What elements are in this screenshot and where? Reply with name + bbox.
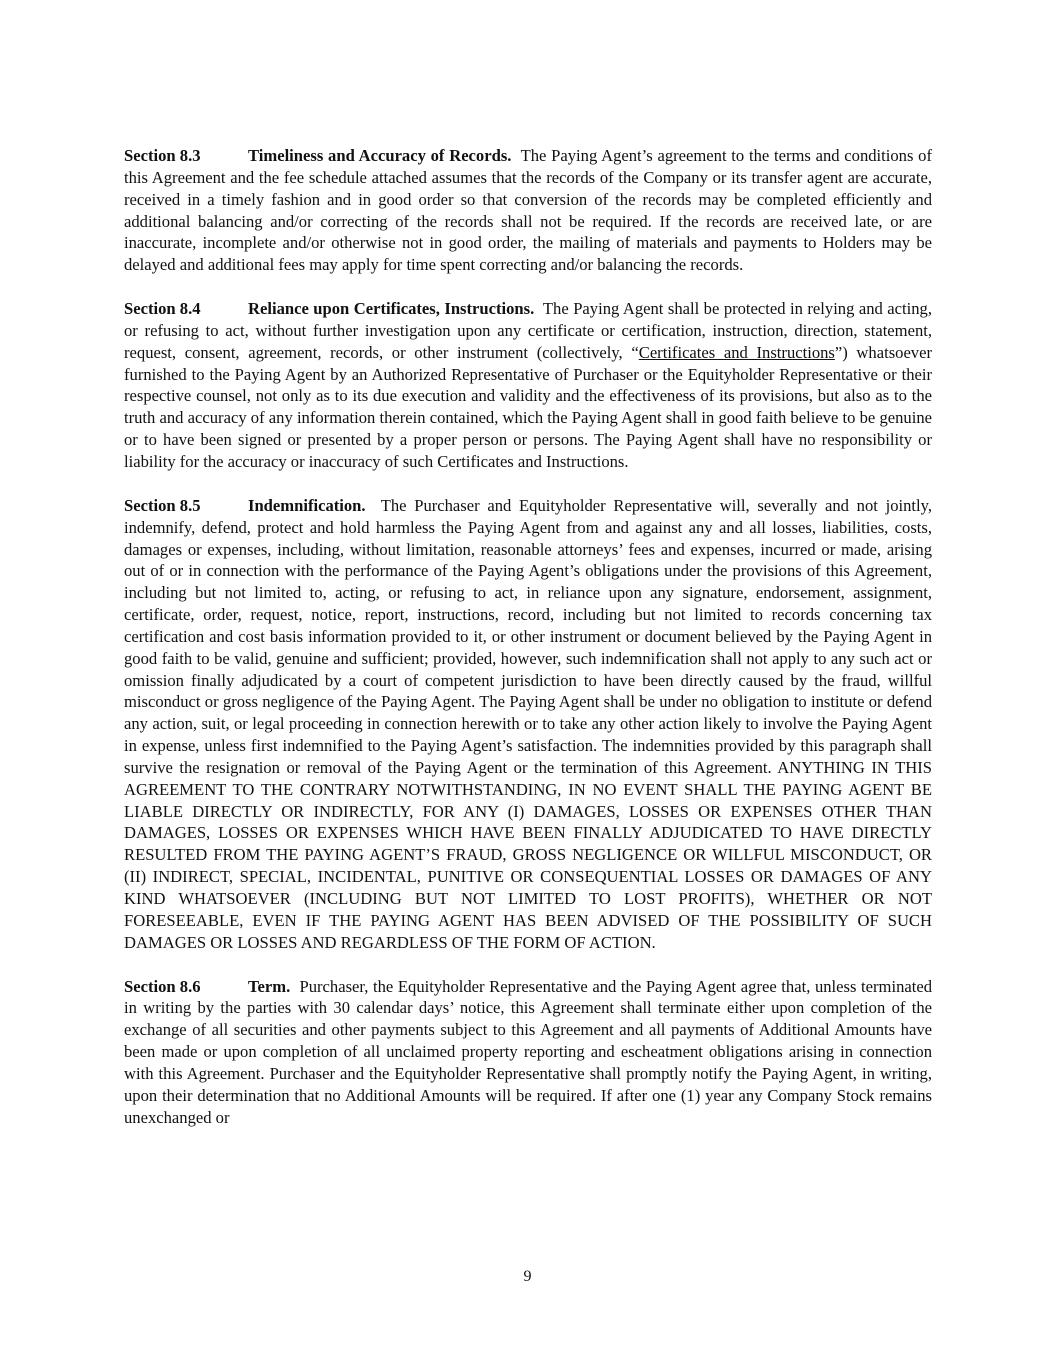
- section-8-4: [124, 298, 932, 473]
- section-title: Reliance upon Certificates, Instructions.: [248, 299, 535, 319]
- section-number: Section 8.4: [124, 299, 201, 319]
- section-title: Term.: [248, 976, 291, 996]
- section-number: Section 8.5: [124, 495, 201, 515]
- section-body: Purchaser, the Equityholder Representative and the Paying Agent agree that, unless terminated in writing by the parties with 30 calendar days’ notice, this Agreement shall terminate either upon completion of the exchange of all securities and other payments subject to this Agreement and all payments of Additional Amounts have been made or upon completion of all unclaimed property reporting and escheatment obligations arising in connection with this Agreement. Purchaser and the Equityholder Representative shall promptly notify the Paying Agent, in writing, upon their determination that no Additional Amounts will be required. If after one (1) year any Company Stock remains unexchanged or: [124, 976, 933, 1127]
- section-8-3: [124, 145, 932, 276]
- section-number: Section 8.6: [124, 976, 201, 996]
- document-page: [124, 145, 932, 1150]
- section-title: Timeliness and Accuracy of Records.: [248, 146, 512, 165]
- section-body: The Paying Agent’s agreement to the terms and conditions of this Agreement and the fee schedule attached assumes that the records of the Company or its transfer agent are accurate, received in a timely fashion and in good order so that conversion of the records may be completed efficiently and additional balancing and/or correcting of the records shall not be required. If the records are received late, or are inaccurate, incomplete and/or otherwise not in good order, the mailing of materials and payments to Holders may be delayed and additional fees may apply for time spent correcting and/or balancing the records.: [124, 146, 933, 275]
- section-8-5: [124, 495, 932, 954]
- defined-term: Certificates and Instructions: [638, 342, 835, 362]
- section-body: The Paying Agent shall be protected in relying and acting, or refusing to act, without further investigation upon any certificate or certification, instruction, direction, statement, request, consent, agreement, records, or other instrument (collectively, “: [124, 299, 932, 362]
- section-number: Section 8.3: [124, 146, 201, 165]
- section-body: The Purchaser and Equityholder Representative will, severally and not jointly, indemnify, defend, protect and hold harmless the Paying Agent from and against any and all losses, liabilities, costs, damages or expenses, including, without limitation, reasonable attorneys’ fees and expenses, incurred or made, arising out of or in connection with the performance of the Paying Agent’s obligations under the provisions of this Agreement, including but not limited to, acting, or refusing to act, in reliance upon any signature, endorsement, assignment, certificate, order, request, notice, report, instructions, record, including but not limited to records concerning tax certification and cost basis information provided to it, or other instrument or document believed by the Paying Agent in good faith to be valid, genuine and sufficient; provided, however, such indemnification shall not apply to any such act or omission finally adjudicated by a court of competent jurisdiction to have been directly caused by the fraud, willful misconduct or gross negligence of the Paying Agent. The Paying Agent shall be under no obligation to institute or defend any action, suit, or legal proceeding in connection herewith or to take any other action likely to involve the Paying Agent in expense, unless first indemnified to the Paying Agent’s satisfaction. The indemnities provided by this paragraph shall survive the resignation or removal of the Paying Agent or the termination of this Agreement. ANYTHING IN THIS AGREEMENT TO THE CONTRARY NOTWITHSTANDING, IN NO EVENT SHALL THE PAYING AGENT BE LIABLE DIRECTLY OR INDIRECTLY, FOR ANY (I) DAMAGES, LOSSES OR EXPENSES OTHER THAN DAMAGES, LOSSES OR EXPENSES WHICH HAVE BEEN FINALLY ADJUDICATED TO HAVE DIRECTLY RESULTED FROM THE PAYING AGENT’S FRAUD, GROSS NEGLIGENCE OR WILLFUL MISCONDUCT, OR (II) INDIRECT, SPECIAL, INCIDENTAL, PUNITIVE OR CONSEQUENTIAL LOSSES OR DAMAGES OF ANY KIND WHATSOEVER (INCLUDING BUT NOT LIMITED TO LOST PROFITS), WHETHER OR NOT FORESEEABLE, EVEN IF THE PAYING AGENT HAS BEEN ADVISED OF THE POSSIBILITY OF SUCH DAMAGES OR LOSSES AND REGARDLESS OF THE FORM OF ACTION.: [124, 495, 932, 952]
- page-number: 9: [523, 1268, 532, 1285]
- section-title: Indemnification.: [248, 495, 366, 515]
- section-body-continued: ”) whatsoever furnished to the Paying Agent by an Authorized Representative of Purchaser or the Equityholder Representative or their respective counsel, not only as to its due execution and validity and the effectiveness of its provisions, but also as to the truth and accuracy of any information therein contained, which the Paying Agent shall in good faith believe to be genuine or to have been signed or presented by a proper person or persons. The Paying Agent shall have no responsibility or liability for the accuracy or inaccuracy of such Certificates and Instructions.: [124, 342, 932, 471]
- section-8-6: [124, 976, 932, 1129]
